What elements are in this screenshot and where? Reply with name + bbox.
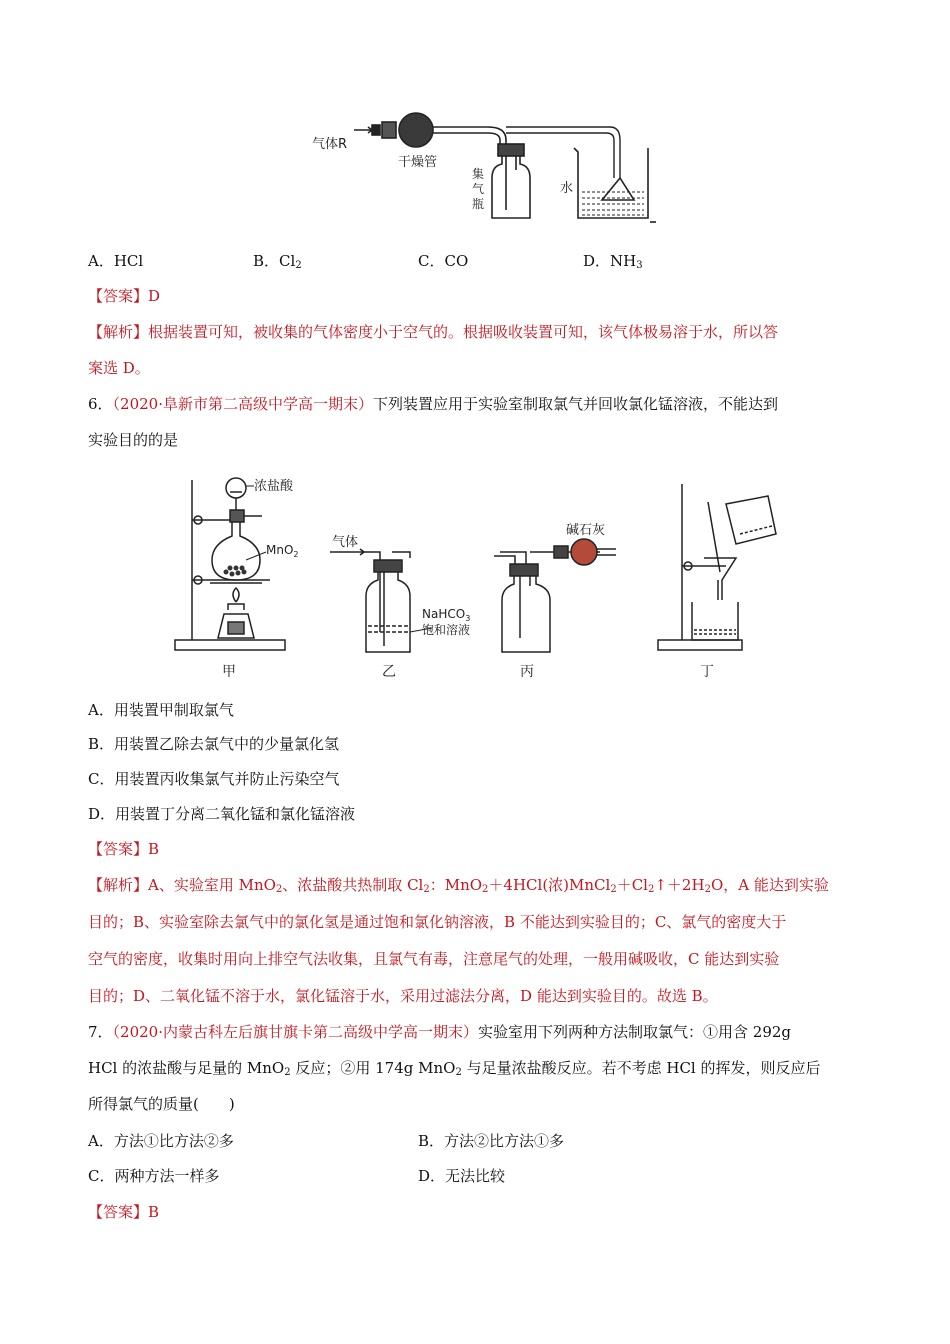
q7-stem-line-2 — [88, 1058, 821, 1078]
mno2-label — [266, 543, 299, 559]
q7-stem-line-1 — [88, 1022, 791, 1042]
q6-analysis-line-3: 空气的密度，收集时用向上排空气法收集，且氯气有毒，注意尾气的处理，一般用碱吸收，C 能达到实验 — [88, 950, 780, 968]
q5-analysis-line-2: 案选 D。 — [88, 359, 150, 377]
apparatus-jia-label: 甲 — [222, 664, 236, 680]
q7-stem-2c: 与足量浓盐酸反应。若不考虑 HCl 的挥发，则反应后 — [461, 1059, 821, 1077]
q7-number: 7． — [88, 1023, 113, 1041]
bottle-label-2: 气 — [472, 182, 485, 196]
q6-answer: 【答案】B — [88, 840, 160, 858]
q6-number: 6． — [88, 395, 113, 413]
q6-option-c: C．用装置丙收集氯气并防止污染空气 — [88, 770, 340, 788]
drying-tube-label: 干燥管 — [398, 155, 438, 170]
q6-analysis-line-1 — [88, 875, 829, 895]
gas-r-label: 气体R — [312, 137, 348, 152]
q5-option-c: C．CO — [418, 252, 469, 270]
hcl-label: 浓盐酸 — [254, 479, 294, 494]
gas-collection-apparatus-figure — [310, 100, 670, 230]
q6-sub-c: 2 — [482, 884, 489, 895]
q6-analysis-1f: ↑＋2H — [654, 876, 705, 894]
q5-option-a: A．HCl — [88, 252, 144, 270]
bottle-label-3: 瓶 — [472, 197, 485, 211]
soda-lime-label: 碱石灰 — [566, 523, 606, 538]
mno2-text: MnO — [266, 543, 294, 557]
q7-option-c: C．两种方法一样多 — [88, 1167, 220, 1185]
q5-analysis-line-1: 【解析】根据装置可知，被收集的气体密度小于空气的。根据吸收装置可知，该气体极易溶于水，所以答 — [88, 323, 779, 341]
chlorine-apparatus-figure — [170, 462, 790, 684]
apparatus-ding-label: 丁 — [700, 664, 714, 680]
q5-option-d — [583, 251, 643, 271]
apparatus-bing-label: 丙 — [520, 664, 534, 680]
q7-stem-2b: 反应；②用 174g MnO — [290, 1059, 456, 1077]
q6-analysis-1a: 【解析】A、实验室用 MnO — [88, 876, 276, 894]
q6-analysis-line-2: 目的；B、实验室除去氯气中的氯化氢是通过饱和氯化钠溶液，B 不能达到实验目的；C、氯气的密度大于 — [88, 913, 787, 931]
q6-option-a: A．用装置甲制取氯气 — [88, 701, 234, 719]
q6-stem-line-1 — [88, 394, 778, 414]
q6-analysis-1c: ：MnO — [429, 876, 483, 894]
q7-stem-line-3: 所得氯气的质量( ) — [88, 1095, 235, 1113]
q6-analysis-line-4: 目的；D、二氧化锰不溶于水，氯化锰溶于水，采用过滤法分离，D 能达到实验目的。故选 B。 — [88, 987, 718, 1005]
nahco3-sub: 3 — [465, 614, 471, 623]
q5-option-b — [253, 251, 302, 271]
q7-answer: 【答案】B — [88, 1203, 160, 1221]
q7-sub-b: 2 — [455, 1067, 462, 1078]
q6-analysis-1b: 、浓盐酸共热制取 Cl — [282, 876, 424, 894]
q7-sub-a: 2 — [284, 1067, 291, 1078]
gas-label: 气体 — [332, 535, 359, 550]
nahco3-label — [422, 607, 470, 623]
q7-stem-2a: HCl 的浓盐酸与足量的 MnO — [88, 1059, 285, 1077]
q6-sub-b: 2 — [423, 884, 430, 895]
q5-option-b-text: B．Cl — [253, 252, 296, 270]
saturated-solution-label: 饱和溶液 — [422, 623, 471, 637]
q6-analysis-1d: ＋4HCl(浓)MnCl — [488, 876, 611, 894]
q6-analysis-1g: O，A 能达到实验 — [710, 876, 829, 894]
q7-stem-text-1: 实验室用下列两种方法制取氯气：①用含 292g — [478, 1023, 792, 1041]
q6-source: （2020·阜新市第二高级中学高一期末） — [112, 395, 373, 413]
q5-option-d-text: D．NH — [583, 252, 637, 270]
apparatus-yi-label: 乙 — [382, 664, 396, 680]
bottle-label-1: 集 — [472, 167, 485, 181]
q7-option-b: B．方法②比方法①多 — [418, 1132, 565, 1150]
q6-stem-text-1: 下列装置应用于实验室制取氯气并回收氯化锰溶液，不能达到 — [373, 395, 779, 413]
q6-option-b: B．用装置乙除去氯气中的少量氯化氢 — [88, 735, 340, 753]
q7-option-d: D．无法比较 — [418, 1167, 506, 1185]
q6-stem-line-2: 实验目的的是 — [88, 431, 179, 449]
q5-option-d-sub: 3 — [636, 260, 643, 271]
water-label: 水 — [560, 181, 574, 196]
q7-source: （2020·内蒙古科左后旗甘旗卡第二高级中学高一期末） — [112, 1023, 478, 1041]
q6-analysis-1e: ＋Cl — [616, 876, 648, 894]
nahco3-text: NaHCO — [422, 607, 466, 621]
q6-sub-e: 2 — [647, 884, 655, 895]
q6-sub-f: 2 — [704, 884, 711, 895]
q6-option-d: D．用装置丁分离二氧化锰和氯化锰溶液 — [88, 805, 356, 823]
q6-sub-a: 2 — [275, 884, 283, 895]
q5-option-b-sub: 2 — [295, 260, 302, 271]
q7-option-a: A．方法①比方法②多 — [88, 1132, 234, 1150]
q6-sub-d: 2 — [610, 884, 617, 895]
mno2-sub: 2 — [293, 550, 299, 559]
q5-answer: 【答案】D — [88, 287, 161, 305]
